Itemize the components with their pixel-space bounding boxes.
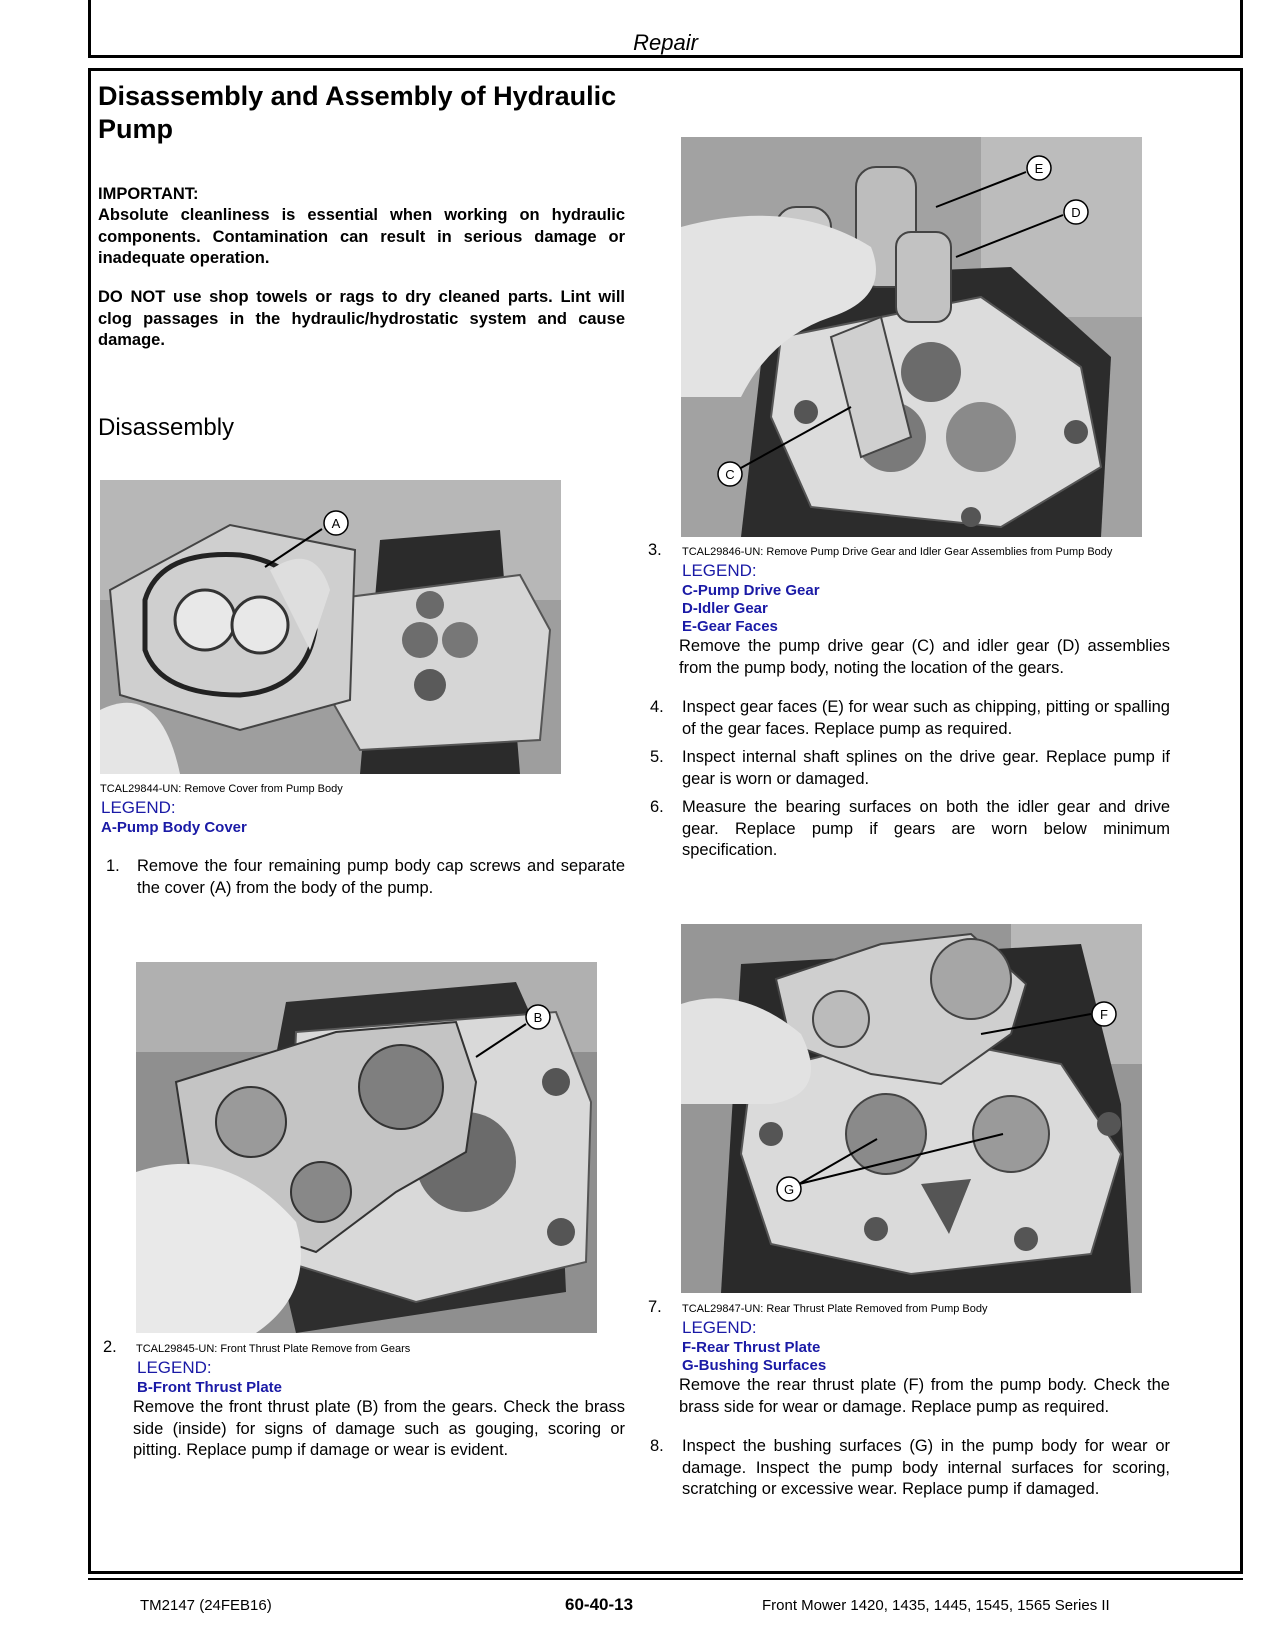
caption-fig3: TCAL29846-UN: Remove Pump Drive Gear and Idler Gear Assemblies from Pump Body bbox=[682, 546, 1113, 558]
step-8-text: Inspect the bushing surfaces (G) in the pump body for wear or damage. Inspect the pump body internal surfaces for scoring, scratching or excessive wear. Replace pump if damaged. bbox=[682, 1437, 1170, 1498]
legend-item-b: B-Front Thrust Plate bbox=[137, 1379, 282, 1396]
legend-title-fig4: LEGEND: bbox=[682, 1318, 757, 1337]
callout-a: A bbox=[331, 516, 341, 531]
photo-pump-body-cover bbox=[100, 480, 561, 774]
legend-item-f: F-Rear Thrust Plate bbox=[682, 1339, 821, 1356]
footer-model: Front Mower 1420, 1435, 1445, 1545, 1565 Series II bbox=[762, 1597, 1110, 1614]
step-1-number: 1. bbox=[106, 857, 120, 875]
caption-fig2: TCAL29845-UN: Front Thrust Plate Remove from Gears bbox=[136, 1343, 411, 1355]
legend-item-g: G-Bushing Surfaces bbox=[682, 1357, 827, 1374]
photo-rear-thrust-plate bbox=[681, 924, 1142, 1293]
caption-fig4: TCAL29847-UN: Rear Thrust Plate Removed from Pump Body bbox=[682, 1303, 988, 1315]
important-para-1: Absolute cleanliness is essential when working on hydraulic components. Contamination can result in serious damage or inadequate operation. bbox=[98, 206, 625, 267]
page-title: Disassembly and Assembly of Hydraulic Pump bbox=[98, 81, 617, 144]
step-5-text: Inspect internal shaft splines on the drive gear. Replace pump if gear is worn or damaged. bbox=[682, 748, 1170, 788]
legend-item-a: A-Pump Body Cover bbox=[101, 819, 247, 836]
legend-title-fig3: LEGEND: bbox=[682, 561, 757, 580]
legend-title-fig2: LEGEND: bbox=[137, 1358, 212, 1377]
callout-c: C bbox=[725, 467, 735, 482]
callout-d: D bbox=[1071, 205, 1081, 220]
legend-item-d: D-Idler Gear bbox=[682, 600, 768, 617]
step-3-text: Remove the pump drive gear (C) and idler gear (D) assemblies from the pump body, noting the location of the gears. bbox=[679, 637, 1170, 677]
step-6-text: Measure the bearing surfaces on both the idler gear and drive gear. Replace pump if gears are worn below minimum specification. bbox=[682, 798, 1170, 859]
caption-fig1: TCAL29844-UN: Remove Cover from Pump Body bbox=[100, 783, 343, 795]
step-6-number: 6. bbox=[650, 798, 664, 816]
legend-item-c: C-Pump Drive Gear bbox=[682, 582, 820, 599]
step-8-number: 8. bbox=[650, 1437, 664, 1455]
step-5-number: 5. bbox=[650, 748, 664, 766]
callout-b: B bbox=[533, 1010, 543, 1025]
callout-f: F bbox=[1100, 1007, 1108, 1022]
step-1-text: Remove the four remaining pump body cap screws and separate the cover (A) from the body of the pump. bbox=[137, 857, 625, 897]
step-7-number: 7. bbox=[648, 1298, 662, 1316]
step-2-number: 2. bbox=[103, 1338, 117, 1356]
photo-drive-idler-gears bbox=[681, 137, 1142, 537]
step-4-number: 4. bbox=[650, 698, 664, 716]
bottom-rule bbox=[88, 1578, 1243, 1580]
step-3-number: 3. bbox=[648, 541, 662, 559]
callout-g: G bbox=[783, 1182, 795, 1197]
step-7-text: Remove the rear thrust plate (F) from the pump body. Check the brass side for wear or damage. Replace pump as required. bbox=[679, 1376, 1170, 1416]
header-frame bbox=[88, 0, 1243, 58]
important-para-2: DO NOT use shop towels or rags to dry cleaned parts. Lint will clog passages in the hydraulic/hydrostatic system and cause damage. bbox=[98, 288, 625, 349]
subheading-disassembly: Disassembly bbox=[98, 414, 235, 441]
footer-page-number: 60-40-13 bbox=[565, 1595, 634, 1614]
footer-doc-id: TM2147 (24FEB16) bbox=[140, 1597, 272, 1614]
important-label: IMPORTANT: bbox=[98, 185, 199, 203]
section-name: Repair bbox=[633, 30, 698, 55]
legend-item-e: E-Gear Faces bbox=[682, 618, 778, 635]
step-2-text: Remove the front thrust plate (B) from the gears. Check the brass side (inside) for signs of damage such as gouging, scoring or pitting. Replace pump if damage or wear is evident. bbox=[133, 1398, 625, 1459]
step-4-text: Inspect gear faces (E) for wear such as chipping, pitting or spalling of the gear faces. Replace pump as required. bbox=[682, 698, 1170, 738]
legend-title-fig1: LEGEND: bbox=[101, 798, 176, 817]
photo-front-thrust-plate bbox=[136, 962, 597, 1333]
callout-e: E bbox=[1034, 161, 1044, 176]
